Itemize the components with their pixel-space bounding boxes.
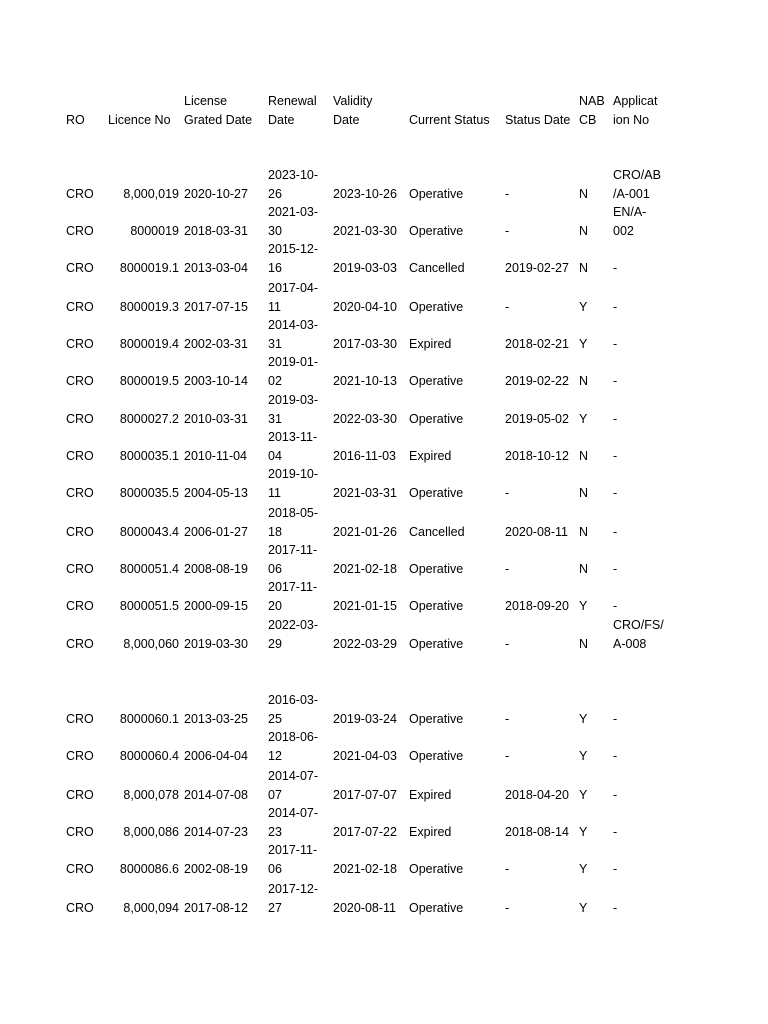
cell-status-date: - <box>505 862 510 876</box>
cell-current-status: Operative <box>409 637 464 651</box>
cell-renewal-date-line1: 2015-12- <box>268 242 319 256</box>
cell-nabcb: Y <box>579 788 588 802</box>
cell-ro: CRO <box>66 862 94 876</box>
cell-validity-date: 2021-10-13 <box>333 374 397 388</box>
cell-ro: CRO <box>66 901 94 915</box>
cell-nabcb: Y <box>579 825 588 839</box>
cell-validity-date: 2021-03-30 <box>333 224 397 238</box>
cell-license-grated-date: 2006-01-27 <box>184 525 248 539</box>
cell-renewal-date-line1: 2019-10- <box>268 467 319 481</box>
cell-status-date: - <box>505 637 510 651</box>
cell-nabcb: N <box>579 261 589 275</box>
cell-validity-date: 2017-07-07 <box>333 788 397 802</box>
cell-licence-no: 8000086.6 <box>119 862 179 876</box>
cell-current-status: Operative <box>409 374 464 388</box>
cell-application-no: - <box>613 449 618 463</box>
cell-nabcb: Y <box>579 337 588 351</box>
cell-renewal-date-line2: 11 <box>268 486 281 500</box>
header-nabcb-line2: CB <box>579 113 597 127</box>
cell-ro: CRO <box>66 300 94 314</box>
cell-application-no-line2: A-008 <box>613 637 647 651</box>
cell-license-grated-date: 2019-03-30 <box>184 637 248 651</box>
cell-renewal-date-line2: 18 <box>268 525 282 539</box>
cell-status-date: 2018-04-20 <box>505 788 569 802</box>
header-renewal-line2: Date <box>268 113 295 127</box>
cell-current-status: Expired <box>409 337 452 351</box>
cell-application-no: - <box>613 599 618 613</box>
cell-ro: CRO <box>66 449 94 463</box>
cell-nabcb: Y <box>579 300 588 314</box>
cell-application-no: - <box>613 486 618 500</box>
header-current-status: Current Status <box>409 113 490 127</box>
cell-renewal-date-line1: 2016-03- <box>268 693 319 707</box>
header-license-date-line1: License <box>184 94 228 108</box>
header-validity-line2: Date <box>333 113 360 127</box>
cell-current-status: Cancelled <box>409 261 465 275</box>
cell-status-date: - <box>505 486 510 500</box>
cell-nabcb: N <box>579 449 589 463</box>
cell-validity-date: 2022-03-30 <box>333 412 397 426</box>
cell-status-date: 2018-08-14 <box>505 825 569 839</box>
cell-ro: CRO <box>66 412 94 426</box>
cell-nabcb: N <box>579 486 589 500</box>
cell-status-date: - <box>505 300 510 314</box>
cell-application-no: - <box>613 712 618 726</box>
cell-license-grated-date: 2014-07-23 <box>184 825 248 839</box>
cell-licence-no: 8000019.1 <box>119 261 179 275</box>
cell-ro: CRO <box>66 187 94 201</box>
cell-application-no-line1: CRO/AB <box>613 168 661 182</box>
cell-nabcb: N <box>579 224 589 238</box>
cell-renewal-date-line2: 07 <box>268 788 282 802</box>
header-nabcb-line1: NAB <box>579 94 605 108</box>
cell-nabcb: Y <box>579 749 588 763</box>
cell-application-no: - <box>613 825 618 839</box>
cell-renewal-date-line2: 30 <box>268 224 282 238</box>
cell-ro: CRO <box>66 825 94 839</box>
cell-current-status: Expired <box>409 788 452 802</box>
cell-current-status: Operative <box>409 224 464 238</box>
cell-status-date: 2020-08-11 <box>505 525 569 539</box>
cell-ro: CRO <box>66 562 94 576</box>
cell-license-grated-date: 2002-08-19 <box>184 862 248 876</box>
cell-current-status: Cancelled <box>409 525 465 539</box>
cell-ro: CRO <box>66 261 94 275</box>
cell-ro: CRO <box>66 788 94 802</box>
cell-renewal-date-line1: 2018-06- <box>268 730 319 744</box>
cell-renewal-date-line2: 29 <box>268 637 282 651</box>
cell-license-grated-date: 2017-08-12 <box>184 901 248 915</box>
cell-application-no: - <box>613 788 618 802</box>
cell-nabcb: Y <box>579 712 588 726</box>
cell-renewal-date-line1: 2014-07- <box>268 769 319 783</box>
cell-ro: CRO <box>66 374 94 388</box>
cell-renewal-date-line1: 2019-03- <box>268 393 319 407</box>
cell-status-date: - <box>505 187 510 201</box>
cell-nabcb: N <box>579 374 589 388</box>
cell-renewal-date-line2: 31 <box>268 337 282 351</box>
cell-renewal-date-line2: 23 <box>268 825 282 839</box>
header-ro: RO <box>66 113 85 127</box>
cell-application-no: - <box>613 901 618 915</box>
cell-ro: CRO <box>66 749 94 763</box>
cell-licence-no: 8000060.4 <box>119 749 179 763</box>
cell-status-date: - <box>505 712 510 726</box>
cell-renewal-date-line1: 2023-10- <box>268 168 319 182</box>
cell-validity-date: 2021-01-15 <box>333 599 397 613</box>
cell-validity-date: 2020-04-10 <box>333 300 397 314</box>
cell-status-date: 2019-05-02 <box>505 412 569 426</box>
cell-current-status: Operative <box>409 901 464 915</box>
cell-ro: CRO <box>66 712 94 726</box>
cell-license-grated-date: 2013-03-04 <box>184 261 248 275</box>
cell-license-grated-date: 2000-09-15 <box>184 599 248 613</box>
cell-application-no: - <box>613 374 618 388</box>
cell-ro: CRO <box>66 599 94 613</box>
cell-current-status: Operative <box>409 599 464 613</box>
cell-validity-date: 2021-02-18 <box>333 562 397 576</box>
cell-renewal-date-line1: 2017-11- <box>268 580 318 594</box>
cell-validity-date: 2017-03-30 <box>333 337 397 351</box>
cell-application-no: - <box>613 862 618 876</box>
cell-renewal-date-line1: 2013-11- <box>268 430 318 444</box>
cell-current-status: Operative <box>409 862 464 876</box>
cell-current-status: Operative <box>409 749 464 763</box>
cell-nabcb: N <box>579 637 589 651</box>
cell-validity-date: 2022-03-29 <box>333 637 397 651</box>
cell-application-no-line1: EN/A- <box>613 205 647 219</box>
cell-renewal-date-line2: 26 <box>268 187 282 201</box>
cell-renewal-date-line1: 2022-03- <box>268 618 319 632</box>
cell-renewal-date-line2: 11 <box>268 300 281 314</box>
cell-licence-no: 8000043.4 <box>119 525 179 539</box>
cell-licence-no: 8,000,086 <box>123 825 179 839</box>
cell-current-status: Operative <box>409 562 464 576</box>
cell-licence-no: 8000019.3 <box>119 300 179 314</box>
cell-renewal-date-line2: 20 <box>268 599 282 613</box>
cell-current-status: Operative <box>409 486 464 500</box>
cell-ro: CRO <box>66 224 94 238</box>
cell-application-no-line2: 002 <box>613 224 634 238</box>
cell-nabcb: N <box>579 562 589 576</box>
header-status-date: Status Date <box>505 113 571 127</box>
cell-status-date: - <box>505 562 510 576</box>
cell-license-grated-date: 2010-11-04 <box>184 449 248 463</box>
header-application-line1: Applicat <box>613 94 658 108</box>
cell-ro: CRO <box>66 337 94 351</box>
cell-application-no-line2: /A-001 <box>613 187 650 201</box>
cell-licence-no: 8,000,078 <box>123 788 179 802</box>
cell-license-grated-date: 2008-08-19 <box>184 562 248 576</box>
cell-licence-no: 8000051.4 <box>119 562 179 576</box>
cell-nabcb: Y <box>579 412 588 426</box>
cell-validity-date: 2019-03-24 <box>333 712 397 726</box>
cell-licence-no: 8000035.5 <box>119 486 179 500</box>
header-application-line2: ion No <box>613 113 650 127</box>
cell-licence-no: 8000035.1 <box>119 449 179 463</box>
cell-validity-date: 2021-02-18 <box>333 862 397 876</box>
cell-renewal-date-line1: 2017-11- <box>268 843 318 857</box>
cell-application-no: - <box>613 337 618 351</box>
cell-renewal-date-line2: 27 <box>268 901 282 915</box>
cell-current-status: Expired <box>409 825 452 839</box>
cell-application-no: - <box>613 562 618 576</box>
cell-license-grated-date: 2004-05-13 <box>184 486 248 500</box>
cell-renewal-date-line2: 25 <box>268 712 282 726</box>
cell-validity-date: 2016-11-03 <box>333 449 397 463</box>
cell-current-status: Operative <box>409 187 464 201</box>
cell-license-grated-date: 2003-10-14 <box>184 374 248 388</box>
cell-validity-date: 2021-03-31 <box>333 486 397 500</box>
cell-license-grated-date: 2018-03-31 <box>184 224 248 238</box>
cell-application-no: - <box>613 525 618 539</box>
cell-application-no: - <box>613 412 618 426</box>
cell-nabcb: N <box>579 525 589 539</box>
cell-status-date: 2018-02-21 <box>505 337 569 351</box>
cell-licence-no: 8000060.1 <box>119 712 179 726</box>
cell-license-grated-date: 2014-07-08 <box>184 788 248 802</box>
cell-nabcb: N <box>579 187 589 201</box>
cell-renewal-date-line1: 2018-05- <box>268 506 319 520</box>
cell-renewal-date-line2: 31 <box>268 412 282 426</box>
cell-license-grated-date: 2017-07-15 <box>184 300 248 314</box>
cell-status-date: - <box>505 749 510 763</box>
cell-renewal-date-line2: 02 <box>268 374 282 388</box>
cell-application-no: - <box>613 300 618 314</box>
cell-renewal-date-line1: 2014-03- <box>268 318 319 332</box>
cell-license-grated-date: 2020-10-27 <box>184 187 248 201</box>
cell-renewal-date-line2: 06 <box>268 862 282 876</box>
cell-nabcb: Y <box>579 901 588 915</box>
cell-license-grated-date: 2010-03-31 <box>184 412 248 426</box>
cell-application-no: - <box>613 749 618 763</box>
cell-current-status: Expired <box>409 449 452 463</box>
cell-nabcb: Y <box>579 862 588 876</box>
cell-license-grated-date: 2006-04-04 <box>184 749 248 763</box>
cell-renewal-date-line1: 2021-03- <box>268 205 319 219</box>
cell-licence-no: 8000019 <box>130 224 179 238</box>
cell-validity-date: 2017-07-22 <box>333 825 397 839</box>
cell-renewal-date-line1: 2017-11- <box>268 543 318 557</box>
cell-licence-no: 8000051.5 <box>119 599 179 613</box>
cell-ro: CRO <box>66 637 94 651</box>
header-validity-line1: Validity <box>333 94 373 108</box>
cell-status-date: 2018-09-20 <box>505 599 569 613</box>
cell-renewal-date-line2: 12 <box>268 749 282 763</box>
cell-current-status: Operative <box>409 712 464 726</box>
cell-renewal-date-line2: 04 <box>268 449 282 463</box>
cell-renewal-date-line1: 2017-04- <box>268 281 319 295</box>
cell-licence-no: 8,000,019 <box>123 187 179 201</box>
cell-current-status: Operative <box>409 300 464 314</box>
cell-renewal-date-line2: 16 <box>268 261 282 275</box>
cell-license-grated-date: 2002-03-31 <box>184 337 248 351</box>
cell-ro: CRO <box>66 486 94 500</box>
cell-licence-no: 8000019.4 <box>119 337 179 351</box>
cell-validity-date: 2020-08-11 <box>333 901 397 915</box>
cell-license-grated-date: 2013-03-25 <box>184 712 248 726</box>
cell-licence-no: 8,000,060 <box>123 637 179 651</box>
cell-validity-date: 2019-03-03 <box>333 261 397 275</box>
cell-licence-no: 8000019.5 <box>119 374 179 388</box>
header-licence-no: Licence No <box>108 113 171 127</box>
cell-validity-date: 2023-10-26 <box>333 187 397 201</box>
cell-renewal-date-line1: 2017-12- <box>268 882 319 896</box>
cell-renewal-date-line1: 2019-01- <box>268 355 319 369</box>
cell-renewal-date-line2: 06 <box>268 562 282 576</box>
cell-licence-no: 8000027.2 <box>119 412 179 426</box>
cell-application-no-line1: CRO/FS/ <box>613 618 664 632</box>
cell-validity-date: 2021-04-03 <box>333 749 397 763</box>
cell-status-date: - <box>505 224 510 238</box>
cell-status-date: 2019-02-22 <box>505 374 569 388</box>
cell-licence-no: 8,000,094 <box>123 901 179 915</box>
cell-status-date: 2018-10-12 <box>505 449 569 463</box>
cell-application-no: - <box>613 261 618 275</box>
cell-validity-date: 2021-01-26 <box>333 525 397 539</box>
cell-status-date: - <box>505 901 510 915</box>
cell-nabcb: Y <box>579 599 588 613</box>
cell-current-status: Operative <box>409 412 464 426</box>
header-license-date-line2: Grated Date <box>184 113 253 127</box>
cell-renewal-date-line1: 2014-07- <box>268 806 319 820</box>
cell-status-date: 2019-02-27 <box>505 261 569 275</box>
cell-ro: CRO <box>66 525 94 539</box>
header-renewal-line1: Renewal <box>268 94 317 108</box>
